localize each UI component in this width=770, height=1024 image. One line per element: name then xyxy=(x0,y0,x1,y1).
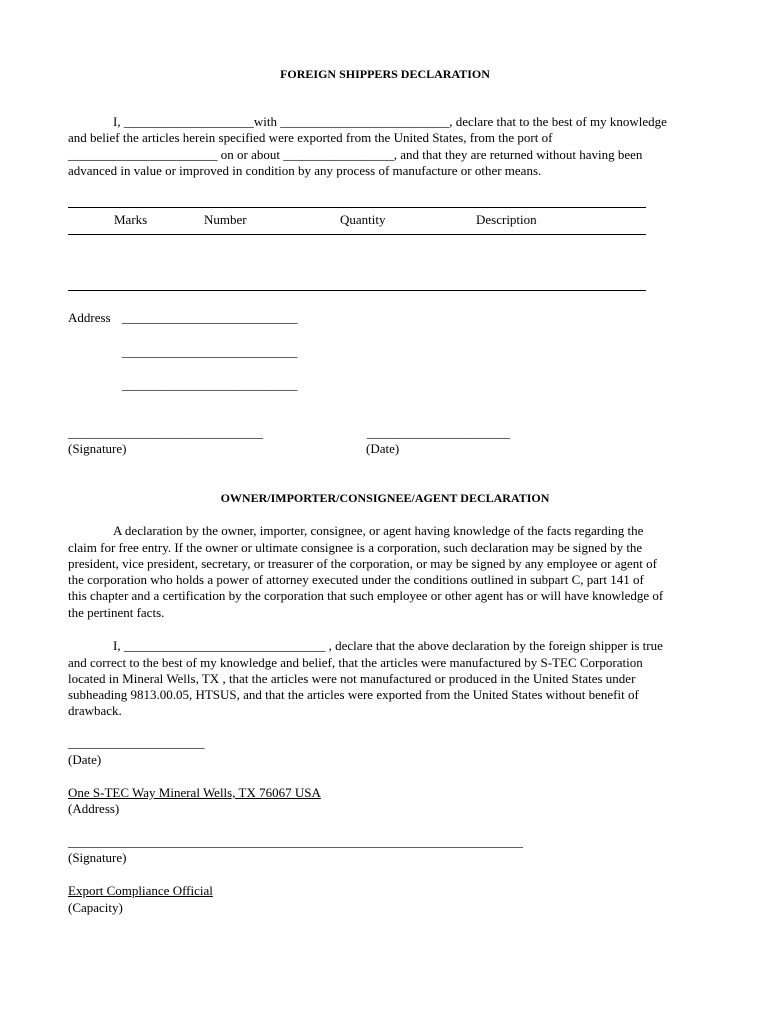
date-line[interactable]: ______________________ xyxy=(367,425,510,440)
footer-capacity-label: (Capacity) xyxy=(68,900,123,915)
owner-declaration-line-4: subheading 9813.00.05, HTSUS, and that the articles were exported from the United States without benefit of xyxy=(68,687,639,702)
owner-paragraph-line-5: this chapter and a certification by the corporation that such employee or other agent has or will have knowledge of xyxy=(68,588,664,603)
address-line-2[interactable]: ___________________________ xyxy=(122,344,298,359)
declaration-line-1: I, ____________________with __________________________, declare that to the best of my knowledge xyxy=(113,114,667,129)
owner-paragraph-line-3: president, vice president, secretary, or treasurer of the corporation, or may be signed by any employee or agent of xyxy=(68,556,657,571)
footer-date-line[interactable]: _____________________ xyxy=(68,735,205,750)
column-header-number: Number xyxy=(204,212,247,227)
declaration-line-3: _______________________ on or about _________________, and that they are returned without having been xyxy=(68,147,643,162)
owner-paragraph-line-6: the pertinent facts. xyxy=(68,605,165,620)
footer-signature-label: (Signature) xyxy=(68,850,127,865)
owner-declaration-line-5: drawback. xyxy=(68,703,122,718)
table-header-rule xyxy=(68,234,646,235)
column-header-description: Description xyxy=(476,212,537,227)
footer-date-label: (Date) xyxy=(68,752,102,767)
form-title: FOREIGN SHIPPERS DECLARATION xyxy=(280,67,490,81)
signature-line[interactable]: ______________________________ xyxy=(68,425,263,440)
column-header-marks: Marks xyxy=(114,212,148,227)
owner-paragraph-line-4: the corporation who holds a power of attorney executed under the conditions outlined in subpart C, part 141 of xyxy=(68,572,644,587)
owner-declaration-line-1: I, _______________________________ , declare that the above declaration by the foreign shipper is true xyxy=(113,638,663,653)
owner-paragraph-line-2: claim for free entry. If the owner or ultimate consignee is a corporation, such declaration may be signed by the xyxy=(68,540,643,555)
address-line-1[interactable]: ___________________________ xyxy=(122,310,298,325)
address-label: Address xyxy=(68,310,111,325)
section-title-owner-declaration: OWNER/IMPORTER/CONSIGNEE/AGENT DECLARATION xyxy=(220,491,550,505)
column-header-quantity: Quantity xyxy=(340,212,386,227)
date-label: (Date) xyxy=(366,441,400,456)
footer-address-value: One S-TEC Way Mineral Wells, TX 76067 USA xyxy=(68,785,321,800)
owner-declaration-line-3: located in Mineral Wells, TX , that the articles were not manufactured or produced in the United States under xyxy=(68,671,636,686)
declaration-line-2: and belief the articles herein specified were exported from the United States, from the port of xyxy=(68,130,553,145)
table-bottom-rule xyxy=(68,290,646,291)
owner-declaration-line-2: and correct to the best of my knowledge and belief, that the articles were manufactured by S-TEC Corporation xyxy=(68,655,643,670)
address-line-3[interactable]: ___________________________ xyxy=(122,377,298,392)
footer-capacity-value: Export Compliance Official xyxy=(68,883,213,898)
footer-address-label: (Address) xyxy=(68,801,120,816)
owner-paragraph-line-1: A declaration by the owner, importer, consignee, or agent having knowledge of the facts regarding the xyxy=(113,523,644,538)
footer-signature-line[interactable]: ______________________________________________________________________ xyxy=(68,834,523,849)
table-top-rule xyxy=(68,207,646,208)
signature-label: (Signature) xyxy=(68,441,127,456)
declaration-line-4: advanced in value or improved in condition by any process of manufacture or other means. xyxy=(68,163,542,178)
